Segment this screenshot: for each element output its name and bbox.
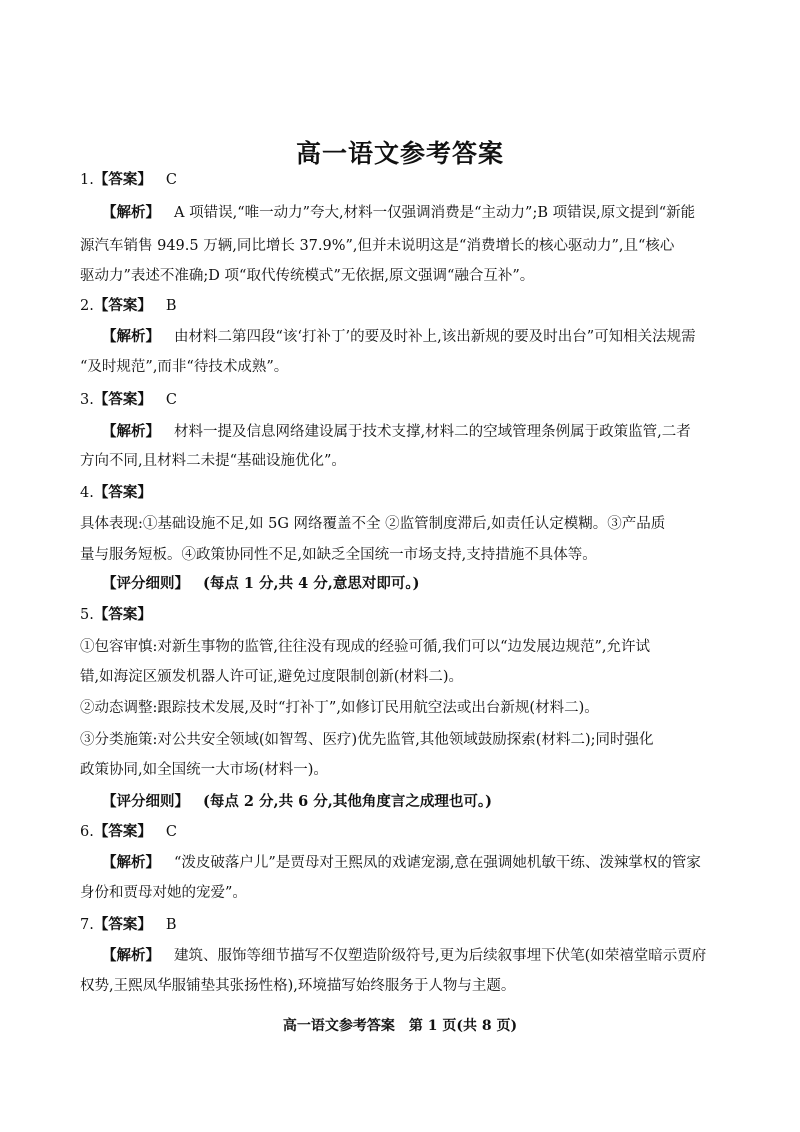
q1-number: 1. bbox=[80, 172, 94, 188]
q6-answer: C bbox=[165, 824, 177, 840]
q2-number: 2. bbox=[80, 298, 94, 314]
q3-answer: C bbox=[165, 392, 177, 408]
q1-analysis-line-1 bbox=[102, 203, 695, 223]
answer-tag: 【答案】 bbox=[93, 823, 152, 840]
q2-analysis-text-1: 由材料二第四段“该‘打补丁’的要及时补上,该出新规的要及时出台”可知相关法规需 bbox=[174, 329, 696, 345]
answer-tag: 【答案】 bbox=[93, 916, 152, 933]
answer-tag: 【答案】 bbox=[93, 297, 152, 314]
q5-point-1-line-2: 错,如海淀区颁发机器人许可证,避免过度限制创新(材料二)。 bbox=[80, 669, 464, 685]
analysis-tag: 【解析】 bbox=[102, 947, 160, 964]
q1-analysis-text-1: A 项错误,“唯一动力”夸大,材料一仅强调消费是“主动力”;B 项错误,原文提到“新能 bbox=[174, 205, 696, 221]
q5-point-1-line-1: ①包容审慎:对新生事物的监管,往往没有现成的经验可循,我们可以“边发展边规范”,允许试 bbox=[80, 639, 651, 655]
q3-analysis-text-1: 材料一提及信息网络建设属于技术支撑,材料二的空域管理条例属于政策监管,二者 bbox=[174, 424, 691, 440]
q2-analysis-line-2: “及时规范”,而非“待技术成熟”。 bbox=[80, 359, 289, 375]
q7-answer: B bbox=[165, 917, 177, 933]
answer-tag: 【答案】 bbox=[93, 171, 152, 188]
analysis-tag: 【解析】 bbox=[102, 854, 160, 871]
q2-answer: B bbox=[165, 298, 177, 314]
q4-scoring-text: (每点 1 分,共 4 分,意思对即可。) bbox=[203, 575, 420, 592]
q1-answer: C bbox=[165, 172, 177, 188]
q1-analysis-line-2: 源汽车销售 949.5 万辆,同比增长 37.9%”,但并未说明这是“消费增长的核心驱动力”,且“核心 bbox=[80, 238, 675, 254]
q5-answer-line bbox=[80, 605, 152, 625]
q6-answer-line bbox=[80, 822, 177, 842]
q6-number: 6. bbox=[80, 824, 94, 840]
q3-number: 3. bbox=[80, 392, 94, 408]
answer-tag: 【答案】 bbox=[93, 606, 152, 623]
q5-point-3-line-2: 政策协同,如全国统一大市场(材料一)。 bbox=[80, 762, 328, 778]
q2-analysis-line-1 bbox=[102, 327, 696, 347]
q6-analysis-text-1: “泼皮破落户儿”是贾母对王熙凤的戏谑宠溺,意在强调她机敏干练、泼辣掌权的管家 bbox=[174, 855, 701, 871]
q4-text-line-1: 具体表现:①基础设施不足,如 5G 网络覆盖不全 ②监管制度滞后,如责任认定模糊。③产品质 bbox=[80, 516, 666, 532]
scoring-tag: 【评分细则】 bbox=[102, 793, 189, 810]
q4-scoring-line bbox=[102, 574, 419, 594]
q6-analysis-line-1 bbox=[102, 853, 701, 873]
q5-scoring-text: (每点 2 分,共 6 分,其他角度言之成理也可。) bbox=[203, 793, 492, 810]
q3-answer-line bbox=[80, 390, 177, 410]
analysis-tag: 【解析】 bbox=[102, 423, 160, 440]
answer-tag: 【答案】 bbox=[93, 484, 152, 501]
q7-analysis-line-2: 权势,王熙凤华服铺垫其张扬性格),环境描写始终服务于人物与主题。 bbox=[80, 978, 516, 994]
q6-analysis-line-2: 身份和贾母对她的宠爱”。 bbox=[80, 885, 247, 901]
analysis-tag: 【解析】 bbox=[102, 204, 160, 221]
analysis-tag: 【解析】 bbox=[102, 328, 160, 345]
q2-answer-line bbox=[80, 296, 177, 316]
answer-tag: 【答案】 bbox=[93, 391, 152, 408]
q3-analysis-line-1 bbox=[102, 422, 691, 442]
q5-number: 5. bbox=[80, 607, 94, 623]
q4-answer-line bbox=[80, 483, 152, 503]
q5-point-2-line: ②动态调整:跟踪技术发展,及时“打补丁”,如修订民用航空法或出台新规(材料二)。 bbox=[80, 700, 599, 716]
q3-analysis-line-2: 方向不同,且材料二未提“基础设施优化”。 bbox=[80, 453, 346, 469]
q7-analysis-text-1: 建筑、服饰等细节描写不仅塑造阶级符号,更为后续叙事埋下伏笔(如荣禧堂暗示贾府 bbox=[174, 948, 707, 964]
page-title: 高一语文参考答案 bbox=[295, 139, 504, 168]
q1-answer-line bbox=[80, 170, 177, 190]
q7-number: 7. bbox=[80, 917, 94, 933]
q5-scoring-line bbox=[102, 792, 492, 812]
q4-number: 4. bbox=[80, 485, 94, 501]
page-footer: 高一语文参考答案 第 1 页(共 8 页) bbox=[282, 1018, 518, 1034]
q1-analysis-line-3: 驱动力”表述不准确;D 项“取代传统模式”无依据,原文强调“融合互补”。 bbox=[80, 268, 535, 284]
q4-text-line-2: 量与服务短板。④政策协同性不足,如缺乏全国统一市场支持,支持措施不具体等。 bbox=[80, 547, 597, 563]
q7-answer-line bbox=[80, 915, 177, 935]
q7-analysis-line-1 bbox=[102, 946, 706, 966]
scoring-tag: 【评分细则】 bbox=[102, 575, 189, 592]
q5-point-3-line-1: ③分类施策:对公共安全领域(如智驾、医疗)优先监管,其他领域鼓励探索(材料二);同时强化 bbox=[80, 732, 654, 748]
